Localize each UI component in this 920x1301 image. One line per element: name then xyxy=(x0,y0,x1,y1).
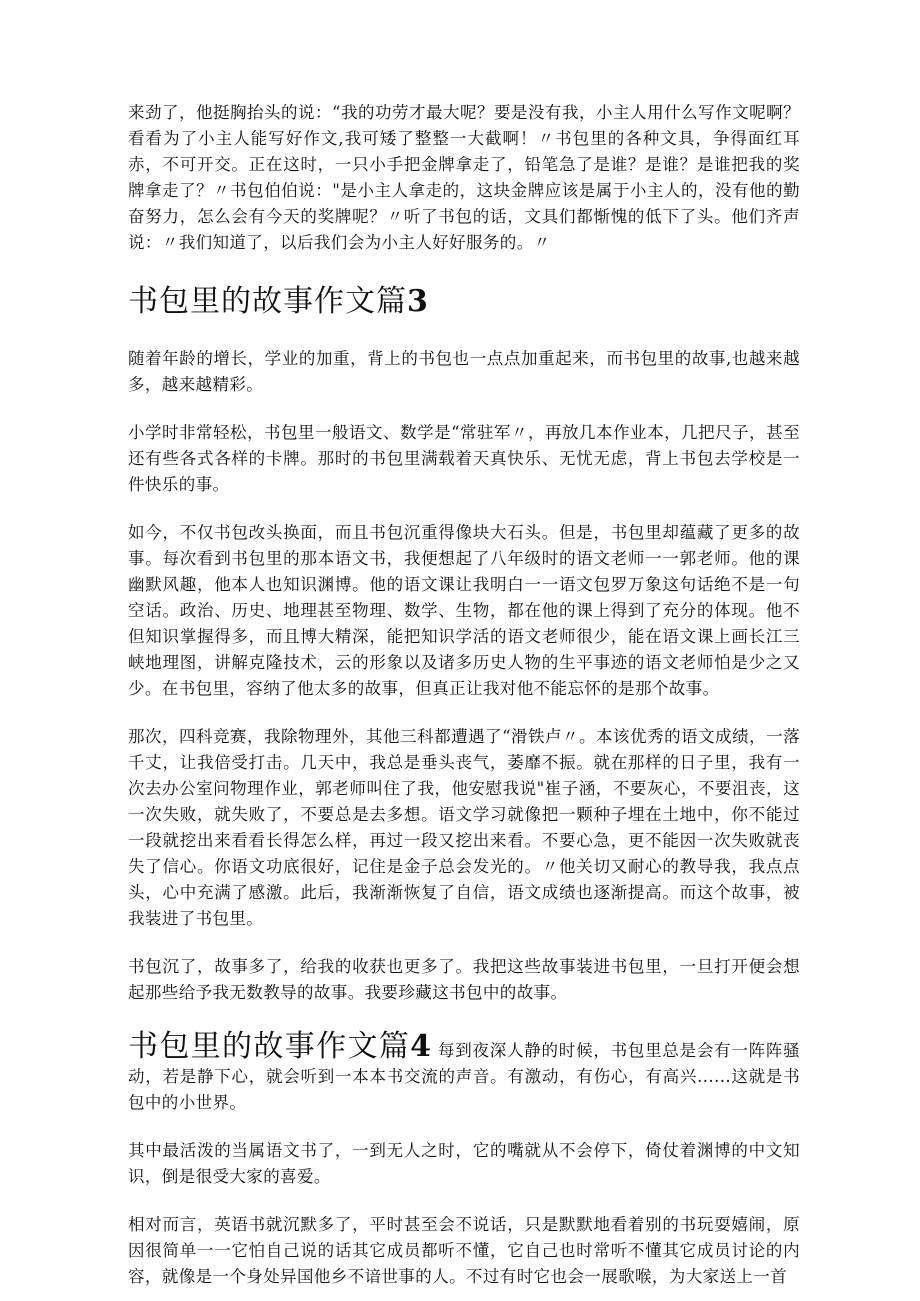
paragraph-essay3-intro: 随着年龄的增长，学业的加重，背上的书包也一点点加重起来，而书包里的故事,也越来越多，越来越精彩。 xyxy=(128,349,800,394)
paragraph-essay3-teacher-guo: 如今，不仅书包改头换面，而且书包沉重得像块大石头。但是，书包里却蕴藏了更多的故事。每次看到书包里的那本语文书，我便想起了八年级时的语文老师一一郭老师。他的课幽默风趣，他本人也知识渊博。他的语文课让我明白一一语文包罗万象这句话绝不是一句空话。政治、历史、地理甚至物理、数学、生物，都在他的课上得到了充分的体现。他不但知识掌握得多，而且博大精深，能把知识学活的语文老师很少，能在语文课上画长江三峡地理图，讲解克隆技术，云的形象以及诸多历史人物的生平事迹的语文老师怕是少之又少。在书包里，容纳了他太多的故事，但真正让我对他不能忘怀的是那个故事。 xyxy=(128,523,800,698)
heading-essay-3-text: 书包里的故事作文篇 xyxy=(128,284,407,319)
paragraph-essay4-opening-text: 每到夜深人静的时候，书包里总是会有一阵阵骚动，若是静下心，就会听到一本本书交流的声音。有激动，有伤心，有高兴......这就是书包中的小世界。 xyxy=(128,1041,800,1112)
paragraph-continued-story: 来劲了，他挺胸抬头的说：“我的功劳才最大呢？要是没有我，小主人用什么写作文呢啊？看看为了小主人能写好作文,我可矮了整整一大截啊！〃书包里的各种文具，争得面红耳赤，不可开交。正在这时，一只小手把金牌拿走了，铅笔急了是谁？是谁？是谁把我的奖牌拿走了？〃书包伯伯说："是小主人拿走的，这块金牌应该是属于小主人的，没有他的勤奋努力，怎么会有今天的奖牌呢？〃听了书包的话，文具们都惭愧的低下了头。他们齐声说：〃我们知道了，以后我们会为小主人好好服务的。〃 xyxy=(128,103,800,252)
heading-essay-4 xyxy=(128,1029,432,1064)
paragraph-essay4-english-book: 相对而言，英语书就沉默多了，平时甚至会不说话，只是默默地看着别的书玩耍嬉闹，原因很简单一一它怕自己说的话其它成员都听不懂，它自己也时常听不懂其它成员讨论的内容，就像是一个身处异国他乡不谙世事的人。不过有时它也会一展歌喉，为大家送上一首 xyxy=(128,1215,800,1286)
heading-essay-3 xyxy=(128,282,800,322)
heading-essay-3-number: 3 xyxy=(407,284,429,319)
heading-essay-4-number: 4 xyxy=(410,1029,433,1064)
heading-essay-4-text: 书包里的故事作文篇 xyxy=(128,1029,411,1064)
document-page xyxy=(128,100,800,1290)
paragraph-essay3-competition: 那次，四科竞赛，我除物理外，其他三科都遭遇了“滑铁卢〃。本该优秀的语文成绩，一落千丈，让我倍受打击。几天中，我总是垂头丧气，萎靡不振。就在那样的日子里，我有一次去办公室问物理作业，郭老师叫住了我，他安慰我说"崔子涵，不要灰心，不要沮丧，这一次失败，就失败了，不要总是去多想。语文学习就像把一颗种子埋在土地中，你不能过一段就挖出来看看长得怎么样，再过一段又挖出来看。不要心急，更不能因一次失败就丧失了信心。你语文功底很好，记住是金子总会发光的。〃他关切又耐心的教导我，我点点头，心中充满了感激。此后，我渐渐恢复了自信，语文成绩也逐渐提高。而这个故事，被我装进了书包里。 xyxy=(128,727,800,928)
paragraph-essay3-conclusion: 书包沉了，故事多了，给我的收获也更多了。我把这些故事装进书包里，一旦打开便会想起那些给予我无数教导的故事。我要珍藏这书包中的故事。 xyxy=(128,957,800,1002)
paragraph-essay4-opening xyxy=(128,1029,800,1116)
paragraph-essay4-chinese-book: 其中最活泼的当属语文书了，一到无人之时，它的嘴就从不会停下，倚仗着渊博的中文知识，倒是很受大家的喜爱。 xyxy=(128,1141,800,1186)
paragraph-essay3-primary-school: 小学时非常轻松，书包里一般语文、数学是“常驻军〃，再放几本作业本，几把尺子，甚至还有些各式各样的卡牌。那时的书包里满载着天真快乐、无忧无虑，背上书包去学校是一件快乐的事。 xyxy=(128,423,800,494)
